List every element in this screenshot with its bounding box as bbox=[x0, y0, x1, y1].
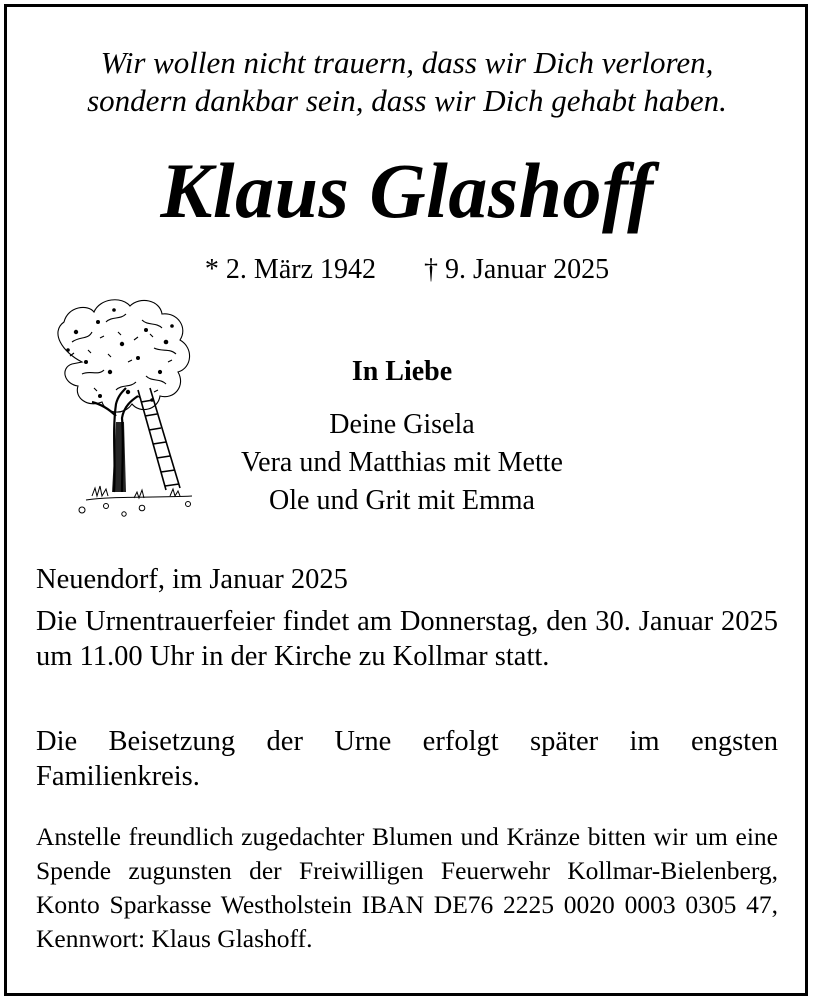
place-date: Neuendorf, im Januar 2025 bbox=[36, 564, 348, 595]
life-dates bbox=[0, 252, 814, 288]
mourner-line: Vera und Matthias mit Mette bbox=[241, 447, 563, 478]
deceased-name: Klaus Glashoff bbox=[160, 147, 654, 234]
donation-request: Anstelle freundlich zugedachter Blumen und Kränze bitten wir um eine Spende zugunsten der Freiwilligen Feuerwehr Kollmar-Bielenberg, Konto Sparkasse Westholstein IBAN DE76 2225 0020 0003 0305 47, Kennwort: Klaus Glashoff. bbox=[36, 822, 778, 953]
mourners-list bbox=[190, 406, 614, 520]
memorial-quote bbox=[0, 44, 814, 120]
in-love-heading: In Liebe bbox=[351, 356, 453, 387]
quote-line-2: sondern dankbar sein, dass wir Dich gehabt haben. bbox=[87, 83, 727, 118]
apple-tree-icon bbox=[42, 292, 208, 522]
quote-line-1: Wir wollen nicht trauern, dass wir Dich verloren, bbox=[100, 45, 714, 80]
ceremony-info: Die Urnentrauerfeier findet am Donnerstag, den 30. Januar 2025 um 11.00 Uhr in der Kirche zu Kollmar statt. bbox=[36, 606, 778, 672]
mourner-line: Deine Gisela bbox=[329, 409, 475, 440]
mourner-line: Ole und Grit mit Emma bbox=[269, 485, 535, 516]
burial-info: Die Beisetzung der Urne erfolgt später im engsten Familienkreis. bbox=[36, 726, 778, 792]
death-date: † 9. Januar 2025 bbox=[424, 254, 610, 285]
birth-date: * 2. März 1942 bbox=[204, 254, 376, 285]
